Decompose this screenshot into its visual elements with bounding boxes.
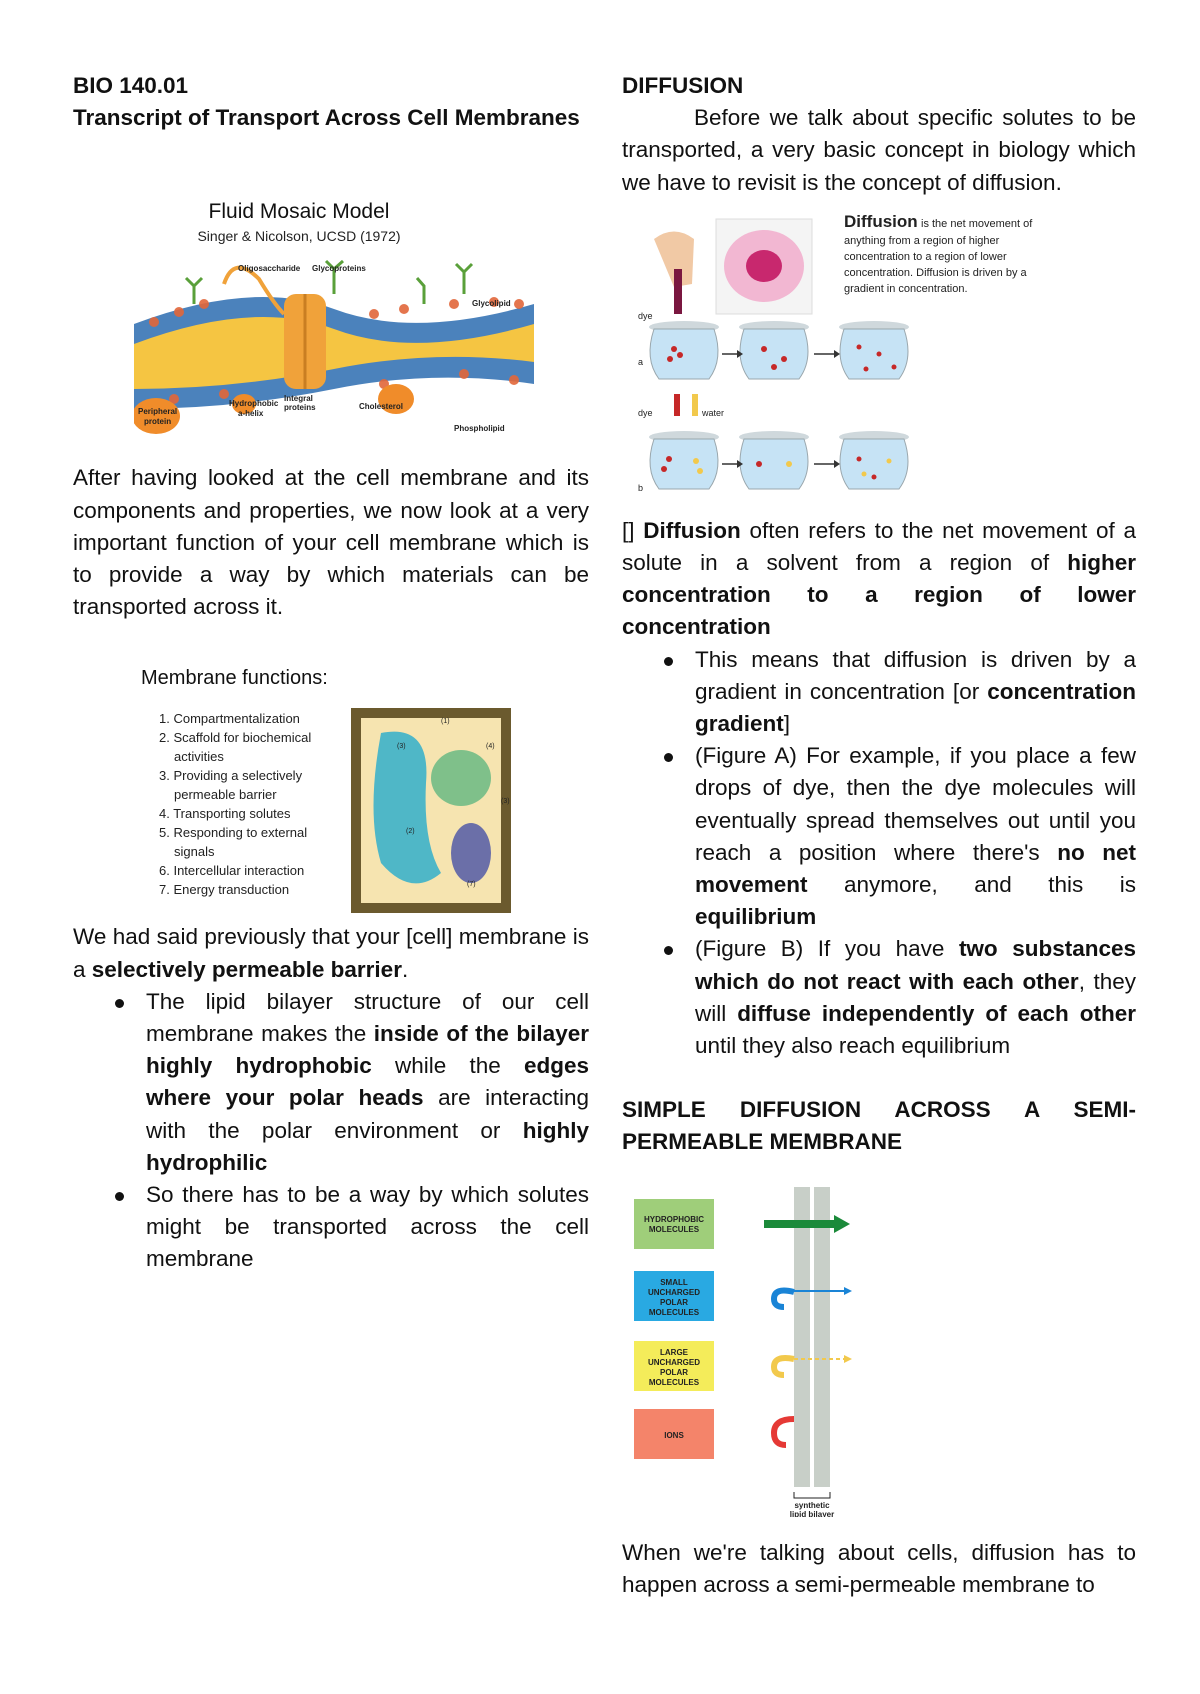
svg-text:UNCHARGED: UNCHARGED — [648, 1357, 700, 1367]
selectively-permeable-barrier-term: selectively permeable barrier — [91, 956, 402, 982]
svg-text:3. Providing a selectively: 3. Providing a selectively — [159, 768, 303, 784]
svg-text:gradient in concentration.: gradient in concentration. — [844, 282, 968, 295]
fig3-title: Diffusion — [844, 211, 918, 231]
svg-text:a: a — [638, 356, 644, 367]
fig2-title: Membrane functions: — [141, 667, 328, 690]
svg-text:Glycolipid: Glycolipid — [472, 299, 511, 309]
right-closing-paragraph: When we're talking about cells, diffusion has to happen across a semi-permeable membrane to — [622, 1539, 1136, 1597]
bullet-icon — [664, 753, 673, 762]
membrane-functions-figure — [141, 663, 541, 913]
svg-text:permeable barrier: permeable barrier — [174, 787, 277, 803]
left-paragraph-2: We had said previously that your [cell] membrane is a selectively permeable barrier. — [73, 924, 589, 982]
svg-text:Hydrophobic: Hydrophobic — [229, 399, 279, 409]
list-item: The lipid bilayer structure of our cell membrane makes the inside of the bilayer highly hydrophobic while the edges where your polar heads are interacting with the polar environment or highly hydrophilic — [73, 986, 589, 1179]
svg-text:(3): (3) — [397, 743, 406, 751]
fig1-subtitle: Singer & Nicolson, UCSD (1972) — [197, 228, 401, 245]
fig1-title: Fluid Mosaic Model — [208, 200, 390, 224]
svg-text:(4): (4) — [486, 743, 495, 751]
svg-text:activities: activities — [174, 749, 224, 765]
right-column — [622, 70, 1136, 1601]
membrane-functions-diagram — [141, 663, 541, 913]
svg-text:Glycoproteins: Glycoproteins — [312, 264, 366, 274]
svg-text:water: water — [702, 407, 725, 418]
list-item: (Figure B) If you have two substances which do not react with each other, they will diffuse independently of each other until they also reach equilibrium — [622, 933, 1136, 1062]
document-title: Transcript of Transport Across Cell Membranes — [73, 105, 580, 131]
bullet-icon — [664, 657, 673, 666]
svg-text:concentration to a region of l: concentration to a region of lower — [844, 250, 1007, 263]
svg-text:MOLECULES: MOLECULES — [648, 1377, 700, 1387]
svg-text:HYDROPHOBIC: HYDROPHOBIC — [643, 1214, 705, 1224]
bullet-icon — [664, 946, 673, 955]
bilayer-permeability-figure — [634, 1187, 884, 1517]
svg-text:7. Energy transduction: 7. Energy transduction — [159, 882, 290, 898]
svg-text:is the net movement of: is the net movement of — [921, 217, 1033, 230]
svg-text:MOLECULES: MOLECULES — [648, 1224, 700, 1234]
svg-text:5. Responding to external: 5. Responding to external — [159, 825, 308, 841]
simple-diffusion-heading: SIMPLE DIFFUSION ACROSS A SEMI-PERMEABLE MEMBRANE — [622, 1097, 1136, 1155]
hydrophobic-box — [634, 1199, 714, 1249]
diffusion-heading: DIFFUSION — [622, 73, 744, 98]
svg-text:IONS: IONS — [664, 1430, 684, 1440]
svg-text:LARGE: LARGE — [660, 1347, 688, 1357]
svg-text:POLAR: POLAR — [660, 1367, 688, 1377]
list-item: (Figure A) For example, if you place a few drops of dye, then the dye molecules will eventually spread themselves out until you reach a position where there's no net movement anymore, and this is equilibrium — [622, 740, 1136, 933]
svg-text:dye: dye — [638, 407, 653, 418]
svg-text:(7): (7) — [467, 881, 476, 889]
svg-text:Oligosaccharide: Oligosaccharide — [238, 264, 301, 274]
svg-text:(2): (2) — [406, 828, 415, 836]
bullet-icon — [115, 1192, 124, 1201]
svg-text:dye: dye — [638, 310, 653, 321]
svg-text:SMALL: SMALL — [660, 1277, 688, 1287]
svg-text:lipid bilayer: lipid bilayer — [789, 1509, 835, 1517]
svg-text:UNCHARGED: UNCHARGED — [648, 1287, 700, 1297]
svg-text:protein: protein — [144, 417, 172, 427]
svg-text:Integral: Integral — [284, 394, 313, 404]
list-item: So there has to be a way by which solutes might be transported across the cell membrane — [73, 1179, 589, 1276]
svg-text:concentration. Diffusion is dr: concentration. Diffusion is driven by a — [844, 266, 1027, 279]
diffusion-figure — [634, 209, 1084, 509]
bullet-icon — [115, 999, 124, 1008]
course-code: BIO 140.01 — [73, 73, 189, 98]
svg-text:proteins: proteins — [284, 403, 316, 413]
fluid-mosaic-figure — [134, 194, 534, 456]
svg-text:1. Compartmentalization: 1. Compartmentalization — [159, 711, 300, 727]
svg-text:synthetic: synthetic — [794, 1500, 830, 1510]
left-bullet-list — [73, 986, 589, 1276]
diffusion-diagram — [634, 209, 1084, 509]
yellow-bounce-arrow-icon — [774, 1358, 794, 1375]
diffusion-definition: [] Diffusion often refers to the net movement of a solute in a solvent from a region of higher concentration to a region of lower concentration — [622, 517, 1136, 640]
svg-text:anything from a region of high: anything from a region of higher — [844, 234, 1000, 247]
svg-text:(1): (1) — [441, 718, 450, 726]
svg-text:Phospholipid: Phospholipid — [454, 424, 505, 434]
blue-bounce-arrow-icon — [774, 1290, 794, 1306]
svg-text:6. Intercellular interaction: 6. Intercellular interaction — [159, 863, 305, 879]
svg-text:2. Scaffold for biochemical: 2. Scaffold for biochemical — [159, 730, 312, 746]
bilayer-permeability-diagram — [634, 1187, 884, 1517]
right-bullet-list — [622, 644, 1136, 1063]
left-column — [73, 70, 589, 1276]
svg-text:Peripheral: Peripheral — [138, 407, 178, 417]
svg-text:4. Transporting solutes: 4. Transporting solutes — [159, 806, 291, 822]
svg-text:b: b — [638, 482, 644, 493]
svg-text:Cholesterol: Cholesterol — [359, 402, 404, 412]
svg-text:signals: signals — [174, 844, 215, 860]
green-arrow-icon — [834, 1215, 850, 1233]
diffusion-intro: Before we talk about specific solutes to be transported, a very basic concept in biology which we have to revisit is the concept of diffusion. — [622, 105, 1136, 195]
svg-text:a-helix: a-helix — [238, 409, 264, 419]
left-paragraph-1: After having looked at the cell membrane and its components and properties, we now look at a very important function of your cell membrane which is to provide a way by which materials can be transported across it. — [73, 465, 589, 620]
svg-text:(3): (3) — [501, 798, 510, 806]
svg-text:MOLECULES: MOLECULES — [648, 1307, 700, 1317]
fluid-mosaic-diagram — [134, 194, 534, 456]
svg-text:POLAR: POLAR — [660, 1297, 688, 1307]
list-item: This means that diffusion is driven by a gradient in concentration [or concentration gradient] — [622, 644, 1136, 741]
red-bounce-arrow-icon — [774, 1419, 794, 1445]
